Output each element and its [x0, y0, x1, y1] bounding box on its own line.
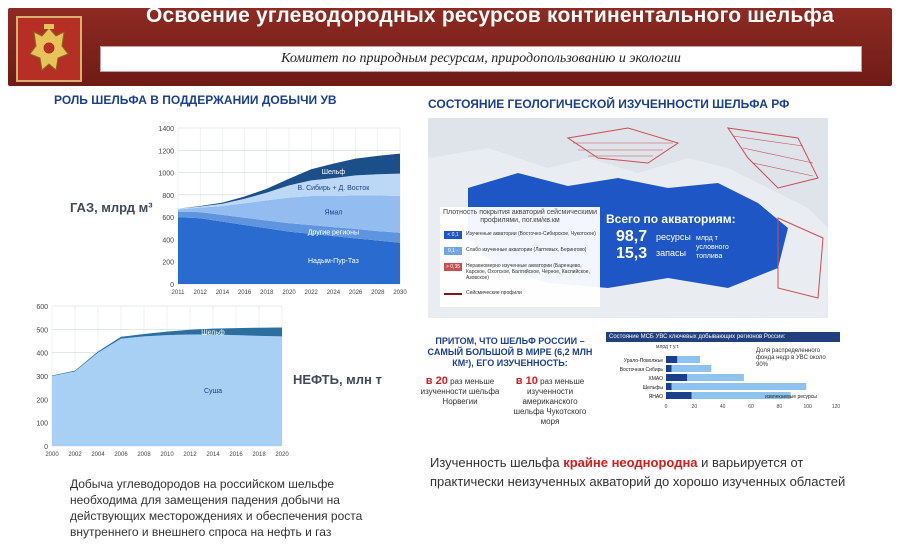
total-resources-label: ресурсы	[656, 232, 691, 242]
bar-resources	[687, 374, 744, 381]
total-unit: млрд т условного топлива	[696, 235, 729, 260]
x-tick-label: 100	[803, 404, 812, 410]
x-tick-label: 2004	[91, 452, 105, 458]
x-tick-label: 2030	[393, 290, 407, 296]
series-label: Шельф	[321, 168, 346, 176]
x-tick-label: 120	[831, 404, 840, 410]
right-paragraph	[430, 453, 870, 491]
mini-bars	[666, 356, 806, 399]
bar-resources	[672, 383, 807, 390]
mini-categories	[620, 358, 664, 400]
y-tick-label: 100	[36, 420, 48, 428]
x-tick-label: 2002	[68, 452, 82, 458]
x-tick-label: 2016	[237, 290, 252, 296]
x-tick-label: 40	[719, 404, 726, 410]
x-tick-label: 2028	[371, 290, 385, 296]
y-tick-label: 800	[162, 192, 174, 200]
bar-reserves	[666, 365, 672, 372]
comparison-norway-text: раз меньше изученности шельфа Норвегии	[420, 377, 500, 406]
gas-chart-label: ГАЗ, млрд м³	[70, 200, 153, 215]
category-label: Шельфы	[642, 385, 663, 391]
x-tick-label: 2010	[160, 452, 174, 458]
committee-subtitle: Комитет по природным ресурсам, природопользованию и экологии	[281, 51, 681, 66]
y-tick-label: 500	[36, 327, 48, 335]
x-tick-label: 80	[776, 404, 783, 410]
committee-subtitle-box	[100, 46, 862, 72]
y-tick-label: 600	[162, 215, 174, 223]
category-label: ЯНАО	[648, 394, 663, 400]
mini-note: Доля распределенного фонда недр в УВС около 90%	[756, 348, 826, 368]
series-label: Шельф	[201, 329, 225, 337]
regions-bar-chart	[606, 352, 840, 428]
left-heading: РОЛЬ ШЕЛЬФА В ПОДДЕРЖАНИИ ДОБЫЧИ УВ	[54, 93, 337, 107]
series-label: Ямал	[324, 209, 343, 217]
y-tick-label: 0	[170, 282, 174, 289]
page-title: Освоение углеводородных ресурсов континентального шельфа	[145, 4, 834, 27]
mini-x-ticks	[665, 404, 840, 410]
x-tick-label: 2026	[348, 290, 363, 296]
y-tick-label: 300	[36, 374, 48, 381]
y-tick-label: 1000	[158, 170, 174, 178]
category-label: ХМАО	[648, 376, 663, 382]
comparison-norway	[420, 376, 500, 407]
oil-areas	[52, 327, 282, 446]
x-tick-label: 2012	[193, 290, 207, 296]
comparison-chukchi-text: раз меньше изученности американского шельфа Чукотского моря	[513, 377, 587, 426]
gas-x-ticks	[172, 290, 408, 296]
x-tick-label: 2011	[171, 290, 185, 296]
x-tick-label: 0	[664, 404, 668, 410]
pritom-text: ПРИТОМ, ЧТО ШЕЛЬФ РОССИИ – САМЫЙ БОЛЬШОЙ В МИРЕ (6,2 МЛН КМ²), ЕГО ИЗУЧЕННОСТЬ:	[427, 336, 593, 368]
oil-y-ticks	[36, 304, 48, 451]
bar-reserves	[666, 356, 677, 363]
legend-swatch-dense: < 0,1	[444, 231, 462, 239]
y-tick-label: 1400	[158, 126, 174, 133]
x-tick-label: 2014	[206, 452, 220, 458]
comparison-chukchi-num: в 10	[515, 375, 538, 387]
oil-x-ticks	[45, 452, 289, 458]
x-tick-label: 2024	[326, 290, 341, 296]
mini-title: Состояние МСБ УВС ключевых добывающих регионов России:	[606, 332, 840, 342]
bar-reserves	[666, 392, 692, 399]
legend-line-profile	[444, 293, 462, 295]
x-tick-label: 2014	[215, 290, 230, 296]
mini-legend: извлекаемые ресурсы	[765, 394, 817, 400]
x-tick-label: 2018	[260, 290, 274, 296]
x-tick-label: 2008	[137, 452, 151, 458]
series-label: Другие регионы	[307, 229, 360, 237]
comparison-norway-num: в 20	[425, 375, 448, 387]
y-tick-label: 1200	[158, 148, 174, 156]
legend-item-3: Неравномерно изученные акватории (Баренцево, Карское, Охотское, Балтийское, Черное, Каспийское, Азовское)	[466, 263, 590, 281]
regions-resource-chart-box	[606, 332, 840, 428]
series-label: Надым-Пур-Таз	[307, 258, 359, 266]
category-label: Восточная Сибирь	[619, 367, 663, 373]
gas-production-chart	[150, 120, 410, 305]
bar-resources	[677, 356, 700, 363]
oil-production-chart	[22, 298, 292, 463]
x-tick-label: 2012	[183, 452, 197, 458]
category-label: Урало-Поволжье	[623, 358, 663, 364]
total-resources-value: 98,7	[616, 228, 648, 245]
x-tick-label: 2006	[114, 452, 128, 458]
para-highlight: крайне неоднородна	[563, 455, 698, 470]
total-title: Всего по акваториям:	[606, 212, 736, 226]
para-start: Изученность шельфа	[430, 455, 564, 470]
legend-swatch-sparse: > 0,35	[445, 264, 461, 270]
y-tick-label: 200	[162, 259, 174, 267]
legend-item-1: Изученные акватории (Восточно-Сибирское, Чукотское)	[466, 231, 596, 237]
gas-y-ticks	[158, 126, 174, 289]
russia-coat-of-arms-icon	[16, 16, 82, 82]
total-reserves-label: запасы	[656, 248, 686, 258]
legend-swatch-mid: 0,1 - 0,35	[444, 247, 462, 255]
x-tick-label: 20	[691, 404, 698, 410]
oil-chart-label: НЕФТЬ, млн т	[293, 372, 382, 387]
x-tick-label: 2020	[282, 290, 296, 296]
left-paragraph: Добыча углеводородов на российском шельфе необходима для замещения падения добычи на действующих месторождениях и обеспечения роста внутреннего и внешнего спроса на нефть и газ	[70, 477, 363, 539]
legend-title: Плотность покрытия акваторий сейсмическими профилями, пог.км/кв.км	[443, 209, 597, 224]
y-tick-label: 400	[162, 237, 174, 245]
series-label: В. Сибирь + Д. Восток	[297, 185, 370, 193]
area-1	[52, 334, 282, 446]
y-tick-label: 600	[36, 304, 48, 311]
total-resources-box	[606, 212, 756, 284]
x-tick-label: 2022	[304, 290, 318, 296]
comparison-chukchi	[510, 376, 590, 427]
map-legend	[440, 207, 600, 307]
y-tick-label: 400	[36, 350, 48, 358]
bar-reserves	[666, 383, 672, 390]
x-tick-label: 60	[748, 404, 754, 410]
bar-reserves	[666, 374, 687, 381]
mini-unit: млрд т у.т.	[656, 344, 680, 350]
x-tick-label: 2018	[252, 452, 266, 458]
bar-resources	[672, 365, 712, 372]
y-tick-label: 200	[36, 397, 48, 405]
x-tick-label: 2000	[45, 452, 59, 458]
para-end: и варьируется от практически неизученных акваторий до хорошо изученных областей	[430, 455, 846, 489]
total-reserves-value: 15,3	[616, 245, 648, 262]
x-tick-label: 2016	[229, 452, 243, 458]
legend-item-4: Сейсмические профили	[466, 290, 522, 296]
right-heading: СОСТОЯНИЕ ГЕОЛОГИЧЕСКОЙ ИЗУЧЕННОСТИ ШЕЛЬФА РФ	[428, 97, 790, 111]
series-label: Суша	[203, 388, 223, 396]
legend-item-2: Слабо изученные акватории (Лаптевых, Берингово)	[466, 247, 587, 253]
y-tick-label: 0	[44, 444, 48, 451]
x-tick-label: 2020	[275, 452, 289, 458]
